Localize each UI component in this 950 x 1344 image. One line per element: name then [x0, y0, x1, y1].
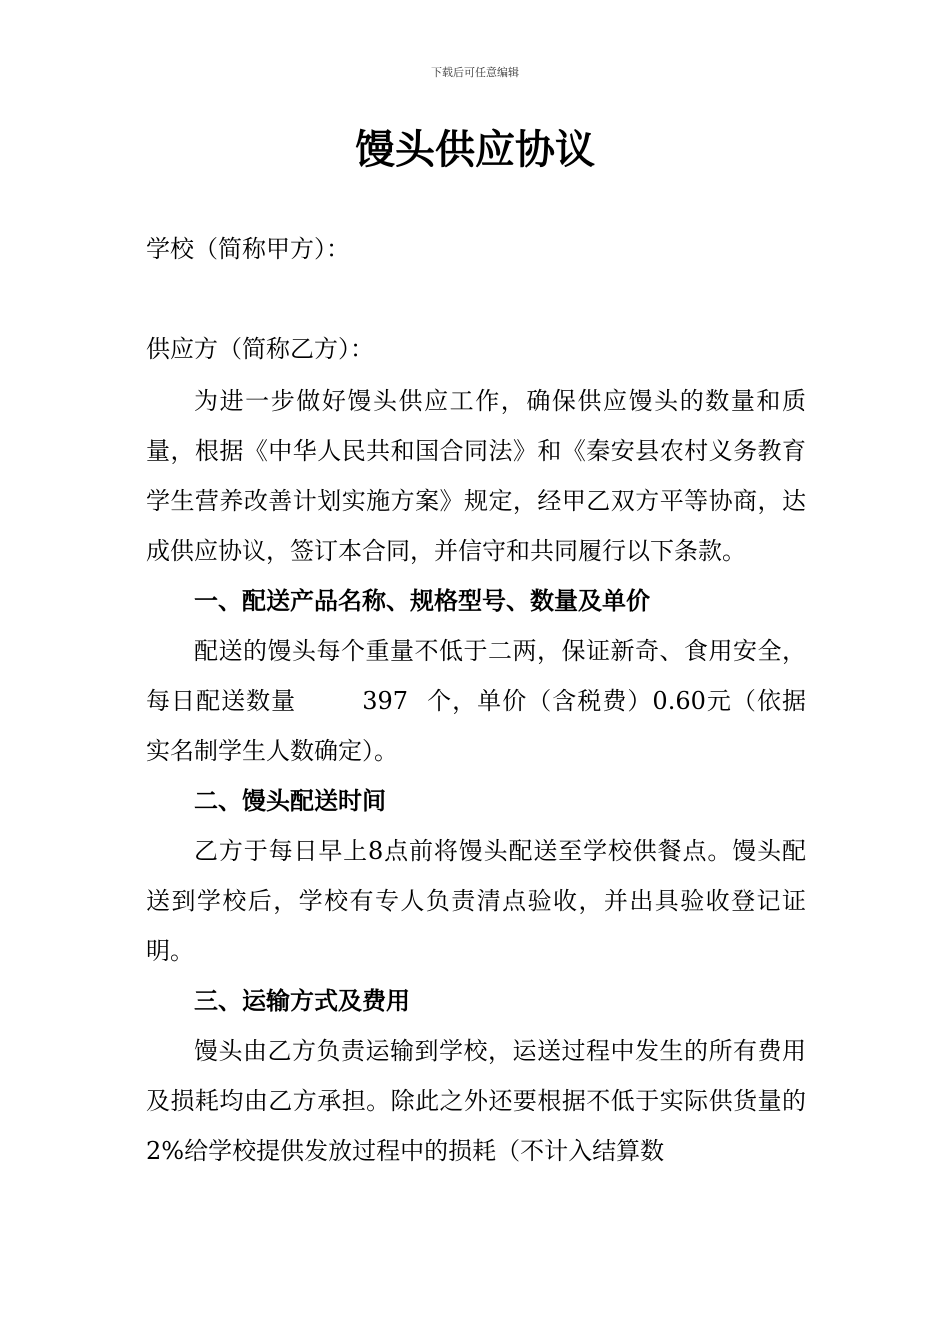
- daily-quantity: 397: [362, 687, 409, 715]
- section-paragraph-2: 乙方于每日早上8点前将馒头配送至学校供餐点。馒头配送到学校后，学校有专人负责清点验收，并出具验收登记证明。: [146, 837, 806, 965]
- section-1-text-after: 个，单价（含税费）0.60元（依据实名制学生人数确定）。: [146, 687, 807, 765]
- section-heading-3: 三、运输方式及费用: [194, 986, 410, 1015]
- header-note: 下载后可任意编辑: [431, 66, 519, 79]
- intro-paragraph: 为进一步做好馒头供应工作，确保供应馒头的数量和质量，根据《中华人民共和国合同法》和《秦安县农村义务教育学生营养改善计划实施方案》规定，经甲乙双方平等协商，达成供应协议，签订本合同，并信守和共同履行以下条款。: [146, 387, 806, 565]
- section-paragraph-1: [146, 626, 806, 776]
- section-heading-2: 二、馒头配送时间: [194, 786, 386, 815]
- document-title: 馒头供应协议: [355, 126, 595, 173]
- section-paragraph-3: 馒头由乙方负责运输到学校，运送过程中发生的所有费用及损耗均由乙方承担。除此之外还要根据不低于实际供货量的2%给学校提供发放过程中的损耗（不计入结算数: [146, 1037, 806, 1165]
- party-a-line: 学校（简称甲方）：: [146, 235, 350, 263]
- party-b-line: 供应方（简称乙方）：: [146, 335, 374, 363]
- document-body: [146, 376, 806, 1176]
- section-1-text-before: 配送的馒头每个重量不低于二两，保证新奇、食用安全，每日配送数量: [146, 637, 806, 715]
- section-heading-1: 一、配送产品名称、规格型号、数量及单价: [194, 586, 650, 615]
